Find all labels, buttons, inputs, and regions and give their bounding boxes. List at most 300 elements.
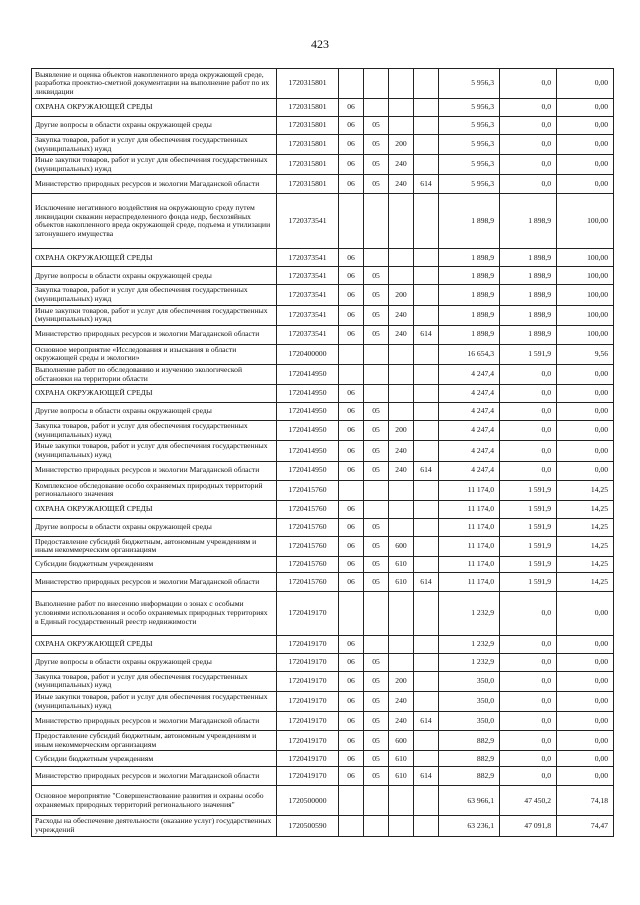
table-row (32, 194, 614, 249)
execution-percent: 100,00 (557, 305, 614, 325)
row-name: Выполнение работ по обследованию и изучению экологической обстановки на территории области (32, 364, 277, 384)
execution-percent: 9,56 (557, 344, 614, 364)
section-code: 06 (339, 305, 364, 325)
expense-type-code: 200 (389, 671, 414, 691)
actual-amount: 0,0 (500, 461, 557, 480)
execution-percent: 0,00 (557, 767, 614, 786)
ministry-code (414, 69, 439, 99)
expense-type-code (389, 591, 414, 635)
ministry-code (414, 267, 439, 285)
subsection-code (364, 194, 389, 249)
subsection-code: 05 (364, 671, 389, 691)
table-row (32, 692, 614, 712)
planned-amount: 5 956,3 (439, 69, 500, 99)
table-row (32, 267, 614, 285)
section-code: 06 (339, 653, 364, 671)
section-code (339, 69, 364, 99)
planned-amount: 1 898,9 (439, 249, 500, 267)
subsection-code (364, 344, 389, 364)
actual-amount: 1 591,9 (500, 518, 557, 536)
table-row (32, 572, 614, 591)
actual-amount: 1 591,9 (500, 480, 557, 500)
ministry-code (414, 816, 439, 836)
section-code: 06 (339, 403, 364, 421)
subsection-code (364, 500, 389, 518)
planned-amount: 11 174,0 (439, 500, 500, 518)
table-row (32, 635, 614, 653)
table-row (32, 441, 614, 461)
section-code: 06 (339, 99, 364, 117)
section-code: 06 (339, 572, 364, 591)
target-article-code: 1720419170 (277, 653, 339, 671)
target-article-code: 1720315801 (277, 155, 339, 175)
section-code (339, 364, 364, 384)
target-article-code: 1720415760 (277, 480, 339, 500)
subsection-code (364, 249, 389, 267)
row-name: ОХРАНА ОКРУЖАЮЩЕЙ СРЕДЫ (32, 635, 277, 653)
execution-percent: 0,00 (557, 403, 614, 421)
expense-type-code: 240 (389, 305, 414, 325)
expense-type-code: 610 (389, 751, 414, 767)
planned-amount: 5 956,3 (439, 117, 500, 135)
expense-type-code (389, 403, 414, 421)
target-article-code: 1720415760 (277, 556, 339, 572)
expense-type-code (389, 344, 414, 364)
row-name: Выполнение работ по внесению информации о зонах с особыми условиями использования и особо охраняемых природных территориях в Единый государственный реестр недвижимости (32, 591, 277, 635)
ministry-code (414, 671, 439, 691)
actual-amount: 0,0 (500, 69, 557, 99)
expense-type-code: 240 (389, 712, 414, 731)
actual-amount: 0,0 (500, 731, 557, 751)
execution-percent: 0,00 (557, 441, 614, 461)
ministry-code: 614 (414, 461, 439, 480)
table-row (32, 344, 614, 364)
section-code: 06 (339, 712, 364, 731)
ministry-code: 614 (414, 175, 439, 194)
planned-amount: 1 898,9 (439, 285, 500, 305)
subsection-code: 05 (364, 461, 389, 480)
row-name: Иные закупки товаров, работ и услуг для обеспечения государственных (муниципальных) нужд (32, 305, 277, 325)
target-article-code: 1720500000 (277, 786, 339, 816)
planned-amount: 5 956,3 (439, 175, 500, 194)
planned-amount: 11 174,0 (439, 556, 500, 572)
expense-type-code (389, 635, 414, 653)
section-code: 06 (339, 461, 364, 480)
subsection-code (364, 591, 389, 635)
actual-amount: 0,0 (500, 385, 557, 403)
execution-percent: 0,00 (557, 692, 614, 712)
execution-percent: 0,00 (557, 155, 614, 175)
actual-amount: 0,0 (500, 364, 557, 384)
ministry-code: 614 (414, 767, 439, 786)
table-row (32, 385, 614, 403)
section-code (339, 816, 364, 836)
target-article-code: 1720419170 (277, 692, 339, 712)
ministry-code (414, 305, 439, 325)
target-article-code: 1720373541 (277, 267, 339, 285)
table-row (32, 421, 614, 441)
table-row (32, 536, 614, 556)
row-name: ОХРАНА ОКРУЖАЮЩЕЙ СРЕДЫ (32, 249, 277, 267)
table-row (32, 653, 614, 671)
table-row (32, 135, 614, 155)
planned-amount: 882,9 (439, 751, 500, 767)
execution-percent: 14,25 (557, 518, 614, 536)
planned-amount: 1 232,9 (439, 591, 500, 635)
section-code: 06 (339, 751, 364, 767)
planned-amount: 5 956,3 (439, 155, 500, 175)
planned-amount: 1 232,9 (439, 635, 500, 653)
subsection-code: 05 (364, 421, 389, 441)
table-row (32, 99, 614, 117)
subsection-code: 05 (364, 518, 389, 536)
ministry-code (414, 441, 439, 461)
planned-amount: 5 956,3 (439, 135, 500, 155)
subsection-code (364, 69, 389, 99)
ministry-code (414, 635, 439, 653)
table-row (32, 671, 614, 691)
row-name: Предоставление субсидий бюджетным, автономным учреждениям и иным некоммерческим организациям (32, 731, 277, 751)
row-name: Закупка товаров, работ и услуг для обеспечения государственных (муниципальных) нужд (32, 421, 277, 441)
section-code (339, 786, 364, 816)
target-article-code: 1720419170 (277, 751, 339, 767)
table-row (32, 591, 614, 635)
target-article-code: 1720400000 (277, 344, 339, 364)
actual-amount: 1 591,9 (500, 572, 557, 591)
section-code: 06 (339, 155, 364, 175)
execution-percent: 0,00 (557, 385, 614, 403)
table-row (32, 403, 614, 421)
expense-type-code: 200 (389, 135, 414, 155)
execution-percent: 0,00 (557, 364, 614, 384)
row-name: Иные закупки товаров, работ и услуг для обеспечения государственных (муниципальных) нужд (32, 692, 277, 712)
subsection-code: 05 (364, 325, 389, 344)
target-article-code: 1720415760 (277, 500, 339, 518)
planned-amount: 1 898,9 (439, 305, 500, 325)
row-name: Другие вопросы в области охраны окружающей среды (32, 117, 277, 135)
subsection-code (364, 99, 389, 117)
expense-type-code (389, 518, 414, 536)
target-article-code: 1720415760 (277, 518, 339, 536)
section-code: 06 (339, 767, 364, 786)
subsection-code: 05 (364, 751, 389, 767)
ministry-code (414, 751, 439, 767)
ministry-code (414, 385, 439, 403)
page-number: 423 (311, 37, 329, 51)
ministry-code (414, 692, 439, 712)
expense-type-code (389, 480, 414, 500)
actual-amount: 0,0 (500, 155, 557, 175)
actual-amount: 0,0 (500, 135, 557, 155)
target-article-code: 1720500590 (277, 816, 339, 836)
target-article-code: 1720414950 (277, 421, 339, 441)
section-code: 06 (339, 421, 364, 441)
execution-percent: 0,00 (557, 135, 614, 155)
subsection-code (364, 480, 389, 500)
planned-amount: 1 232,9 (439, 653, 500, 671)
subsection-code: 05 (364, 135, 389, 155)
planned-amount: 882,9 (439, 731, 500, 751)
table-row (32, 816, 614, 836)
row-name: Министерство природных ресурсов и экологии Магаданской области (32, 175, 277, 194)
actual-amount: 0,0 (500, 635, 557, 653)
subsection-code: 05 (364, 556, 389, 572)
table-row (32, 285, 614, 305)
target-article-code: 1720315801 (277, 135, 339, 155)
planned-amount: 11 174,0 (439, 480, 500, 500)
target-article-code: 1720415760 (277, 572, 339, 591)
actual-amount: 1 898,9 (500, 325, 557, 344)
ministry-code (414, 500, 439, 518)
table-row (32, 325, 614, 344)
expense-type-code: 200 (389, 285, 414, 305)
expense-type-code (389, 267, 414, 285)
actual-amount: 47 091,8 (500, 816, 557, 836)
target-article-code: 1720373541 (277, 194, 339, 249)
row-name: ОХРАНА ОКРУЖАЮЩЕЙ СРЕДЫ (32, 99, 277, 117)
target-article-code: 1720315801 (277, 69, 339, 99)
ministry-code (414, 403, 439, 421)
actual-amount: 1 898,9 (500, 285, 557, 305)
execution-percent: 0,00 (557, 731, 614, 751)
expense-type-code: 240 (389, 441, 414, 461)
target-article-code: 1720415760 (277, 536, 339, 556)
target-article-code: 1720414950 (277, 441, 339, 461)
actual-amount: 0,0 (500, 99, 557, 117)
section-code (339, 194, 364, 249)
ministry-code (414, 731, 439, 751)
subsection-code: 05 (364, 403, 389, 421)
subsection-code: 05 (364, 692, 389, 712)
target-article-code: 1720373541 (277, 249, 339, 267)
target-article-code: 1720414950 (277, 461, 339, 480)
ministry-code (414, 653, 439, 671)
row-name: Комплексное обследование особо охраняемых природных территорий регионального значения (32, 480, 277, 500)
actual-amount: 1 898,9 (500, 305, 557, 325)
ministry-code (414, 344, 439, 364)
table-row (32, 500, 614, 518)
table-row (32, 518, 614, 536)
expense-type-code: 610 (389, 556, 414, 572)
target-article-code: 1720419170 (277, 671, 339, 691)
section-code: 06 (339, 267, 364, 285)
target-article-code: 1720315801 (277, 175, 339, 194)
planned-amount: 1 898,9 (439, 325, 500, 344)
section-code: 06 (339, 385, 364, 403)
actual-amount: 0,0 (500, 591, 557, 635)
actual-amount: 0,0 (500, 671, 557, 691)
execution-percent: 100,00 (557, 249, 614, 267)
expense-type-code (389, 117, 414, 135)
planned-amount: 1 898,9 (439, 194, 500, 249)
table-row (32, 155, 614, 175)
section-code: 06 (339, 117, 364, 135)
section-code (339, 480, 364, 500)
planned-amount: 4 247,4 (439, 364, 500, 384)
row-name: Основное мероприятие "Совершенствование развития и охраны особо охраняемых природных территорий регионального значения" (32, 786, 277, 816)
section-code: 06 (339, 731, 364, 751)
expense-type-code (389, 249, 414, 267)
execution-percent: 0,00 (557, 421, 614, 441)
ministry-code (414, 421, 439, 441)
actual-amount: 0,0 (500, 653, 557, 671)
planned-amount: 5 956,3 (439, 99, 500, 117)
row-name: Иные закупки товаров, работ и услуг для обеспечения государственных (муниципальных) нужд (32, 155, 277, 175)
execution-percent: 0,00 (557, 461, 614, 480)
planned-amount: 350,0 (439, 692, 500, 712)
section-code: 06 (339, 671, 364, 691)
target-article-code: 1720414950 (277, 385, 339, 403)
planned-amount: 63 236,1 (439, 816, 500, 836)
section-code: 06 (339, 500, 364, 518)
planned-amount: 11 174,0 (439, 572, 500, 591)
subsection-code: 05 (364, 536, 389, 556)
expense-type-code (389, 69, 414, 99)
planned-amount: 350,0 (439, 712, 500, 731)
row-name: Субсидии бюджетным учреждениям (32, 751, 277, 767)
table-row (32, 712, 614, 731)
row-name: Закупка товаров, работ и услуг для обеспечения государственных (муниципальных) нужд (32, 135, 277, 155)
subsection-code: 05 (364, 731, 389, 751)
ministry-code: 614 (414, 325, 439, 344)
row-name: Министерство природных ресурсов и экологии Магаданской области (32, 712, 277, 731)
execution-percent: 0,00 (557, 671, 614, 691)
section-code: 06 (339, 635, 364, 653)
subsection-code: 05 (364, 572, 389, 591)
expense-type-code (389, 816, 414, 836)
ministry-code (414, 556, 439, 572)
subsection-code: 05 (364, 175, 389, 194)
execution-percent: 74,47 (557, 816, 614, 836)
row-name: Расходы на обеспечение деятельности (оказание услуг) государственных учреждений (32, 816, 277, 836)
subsection-code: 05 (364, 653, 389, 671)
ministry-code (414, 786, 439, 816)
table-row (32, 480, 614, 500)
target-article-code: 1720414950 (277, 403, 339, 421)
execution-percent: 0,00 (557, 175, 614, 194)
table-row (32, 117, 614, 135)
ministry-code (414, 364, 439, 384)
execution-percent: 14,25 (557, 536, 614, 556)
row-name: Министерство природных ресурсов и экологии Магаданской области (32, 461, 277, 480)
target-article-code: 1720315801 (277, 99, 339, 117)
actual-amount: 0,0 (500, 441, 557, 461)
execution-percent: 14,25 (557, 500, 614, 518)
actual-amount: 1 591,9 (500, 500, 557, 518)
section-code: 06 (339, 285, 364, 305)
actual-amount: 0,0 (500, 767, 557, 786)
target-article-code: 1720373541 (277, 305, 339, 325)
row-name: Выявление и оценка объектов накопленного вреда окружающей среде, разработка проектно-сметной документации на выполнение работ по их ликвидации (32, 69, 277, 99)
table-row (32, 556, 614, 572)
ministry-code (414, 285, 439, 305)
table-row (32, 751, 614, 767)
row-name: ОХРАНА ОКРУЖАЮЩЕЙ СРЕДЫ (32, 500, 277, 518)
section-code: 06 (339, 518, 364, 536)
expense-type-code (389, 385, 414, 403)
section-code: 06 (339, 325, 364, 344)
row-name: Исключение негативного воздействия на окружающую среду путем ликвидации скважин нераспределенного фонда недр, бесхозяйных объектов накопленного вреда окружающей среде, подъема и утилизации затонувшего имущества (32, 194, 277, 249)
planned-amount: 350,0 (439, 671, 500, 691)
target-article-code: 1720419170 (277, 635, 339, 653)
ministry-code: 614 (414, 712, 439, 731)
execution-percent: 100,00 (557, 267, 614, 285)
execution-percent: 100,00 (557, 194, 614, 249)
actual-amount: 1 898,9 (500, 267, 557, 285)
actual-amount: 1 591,9 (500, 344, 557, 364)
ministry-code (414, 194, 439, 249)
expense-type-code (389, 364, 414, 384)
table-row (32, 249, 614, 267)
expense-type-code (389, 786, 414, 816)
actual-amount: 0,0 (500, 117, 557, 135)
table-row (32, 461, 614, 480)
target-article-code: 1720419170 (277, 591, 339, 635)
row-name: Другие вопросы в области охраны окружающей среды (32, 267, 277, 285)
planned-amount: 16 654,3 (439, 344, 500, 364)
actual-amount: 1 591,9 (500, 556, 557, 572)
table-row (32, 731, 614, 751)
row-name: Министерство природных ресурсов и экологии Магаданской области (32, 325, 277, 344)
ministry-code (414, 135, 439, 155)
planned-amount: 11 174,0 (439, 536, 500, 556)
subsection-code (364, 816, 389, 836)
subsection-code: 05 (364, 305, 389, 325)
execution-percent: 14,25 (557, 480, 614, 500)
planned-amount: 1 898,9 (439, 267, 500, 285)
execution-percent: 0,00 (557, 751, 614, 767)
execution-percent: 14,25 (557, 556, 614, 572)
planned-amount: 4 247,4 (439, 441, 500, 461)
execution-percent: 14,25 (557, 572, 614, 591)
table-row (32, 767, 614, 786)
row-name: Министерство природных ресурсов и экологии Магаданской области (32, 767, 277, 786)
table-body (32, 69, 614, 837)
expense-type-code: 610 (389, 767, 414, 786)
subsection-code: 05 (364, 712, 389, 731)
planned-amount: 4 247,4 (439, 385, 500, 403)
target-article-code: 1720419170 (277, 767, 339, 786)
ministry-code (414, 99, 439, 117)
planned-amount: 4 247,4 (439, 421, 500, 441)
target-article-code: 1720419170 (277, 712, 339, 731)
row-name: Иные закупки товаров, работ и услуг для обеспечения государственных (муниципальных) нужд (32, 441, 277, 461)
row-name: Закупка товаров, работ и услуг для обеспечения государственных (муниципальных) нужд (32, 285, 277, 305)
row-name: ОХРАНА ОКРУЖАЮЩЕЙ СРЕДЫ (32, 385, 277, 403)
ministry-code (414, 249, 439, 267)
subsection-code: 05 (364, 441, 389, 461)
target-article-code: 1720373541 (277, 325, 339, 344)
section-code: 06 (339, 556, 364, 572)
row-name: Основное мероприятие «Исследования и изыскания в области окружающей среды и экологии» (32, 344, 277, 364)
ministry-code (414, 518, 439, 536)
target-article-code: 1720315801 (277, 117, 339, 135)
execution-percent: 0,00 (557, 117, 614, 135)
ministry-code (414, 117, 439, 135)
subsection-code: 05 (364, 267, 389, 285)
section-code: 06 (339, 249, 364, 267)
ministry-code (414, 155, 439, 175)
expense-type-code: 610 (389, 572, 414, 591)
execution-percent: 0,00 (557, 653, 614, 671)
row-name: Другие вопросы в области охраны окружающей среды (32, 518, 277, 536)
expense-type-code: 240 (389, 692, 414, 712)
row-name: Другие вопросы в области охраны окружающей среды (32, 403, 277, 421)
planned-amount: 63 966,1 (439, 786, 500, 816)
expense-type-code (389, 500, 414, 518)
actual-amount: 0,0 (500, 751, 557, 767)
row-name: Другие вопросы в области охраны окружающей среды (32, 653, 277, 671)
